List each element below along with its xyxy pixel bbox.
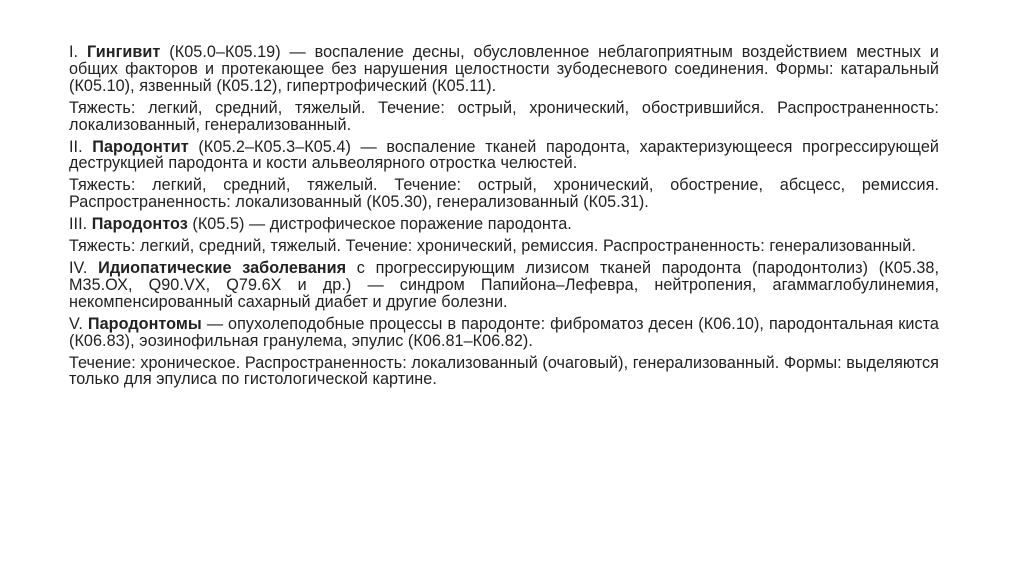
details-text: Тяжесть: легкий, средний, тяжелый. Течение: острый, хронический, обострение, абсцесс, ремиссия. Распространенность: локализованный (К05.30), генерализованный (К05.31). xyxy=(69,176,939,212)
details-text: Тяжесть: легкий, средний, тяжелый. Течение: хронический, ремиссия. Распространенность: генерализованный. xyxy=(69,237,916,256)
paragraph-periodontitis xyxy=(69,139,939,173)
classification-text xyxy=(69,44,939,393)
definition-text: (К05.2–К05.3–К05.4) — воспаление тканей пародонта, характеризующееся прогрессирующей деструкцией пародонта и кости альвеолярного отростка челюстей. xyxy=(69,137,939,173)
definition-text: с прогрессирующим лизисом тканей пародонта (пародонтолиз) (К05.38, М35.ОХ, Q90.VX, Q79.6X и др.) — синдром Папийона–Лефевра, нейтропения, агаммаглобулинемия, некомпенсированный сахарный диабет и другие болезни. xyxy=(69,258,939,311)
term-periodontomas: Пародонтомы xyxy=(87,314,202,333)
paragraph-periodontosis-details xyxy=(69,238,939,255)
term-gingivitis: Гингивит xyxy=(86,43,161,61)
definition-text: (К05.0–К05.19) — воспаление десны, обусловленное неблагоприятным воздействием местных и общих факторов и протекающее без нарушения целостности зубодесневого соединения. Формы: катаральный (К05.10), язвенный (К05.12), гипертрофический (К05.11). xyxy=(69,43,939,95)
paragraph-gingivitis xyxy=(69,44,939,95)
paragraph-periodontosis xyxy=(69,216,939,233)
paragraph-periodontomas xyxy=(69,316,939,350)
details-text: Течение: хроническое. Распространенность: локализованный (очаговый), генерализованный. Формы: выделяются только для эпулиса по гистологической картине. xyxy=(69,353,939,389)
term-periodontosis: Пародонтоз xyxy=(91,215,188,234)
details-text: Тяжесть: легкий, средний, тяжелый. Течение: острый, хронический, обострившийся. Распространенность: локализованный, генерализованный. xyxy=(69,98,939,134)
section-number: V. xyxy=(69,314,88,333)
section-number: IV. xyxy=(69,258,99,277)
section-number: III. xyxy=(69,215,92,234)
definition-text: (К05.5) — дистрофическое поражение пародонта. xyxy=(187,215,572,234)
paragraph-periodontomas-details xyxy=(69,355,939,389)
paragraph-idiopathic xyxy=(69,260,939,311)
term-idiopathic-diseases: Идиопатические заболевания xyxy=(98,258,347,277)
definition-text: — опухолеподобные процессы в пародонте: фиброматоз десен (К06.10), пародонтальная киста (К06.83), эозинофильная гранулема, эпулис (К06.81–К06.82). xyxy=(69,314,939,350)
paragraph-periodontitis-details xyxy=(69,177,939,211)
section-number: I. xyxy=(69,43,87,61)
section-number: II. xyxy=(69,137,93,156)
paragraph-gingivitis-details xyxy=(69,100,939,134)
term-periodontitis: Пародонтит xyxy=(92,137,189,156)
